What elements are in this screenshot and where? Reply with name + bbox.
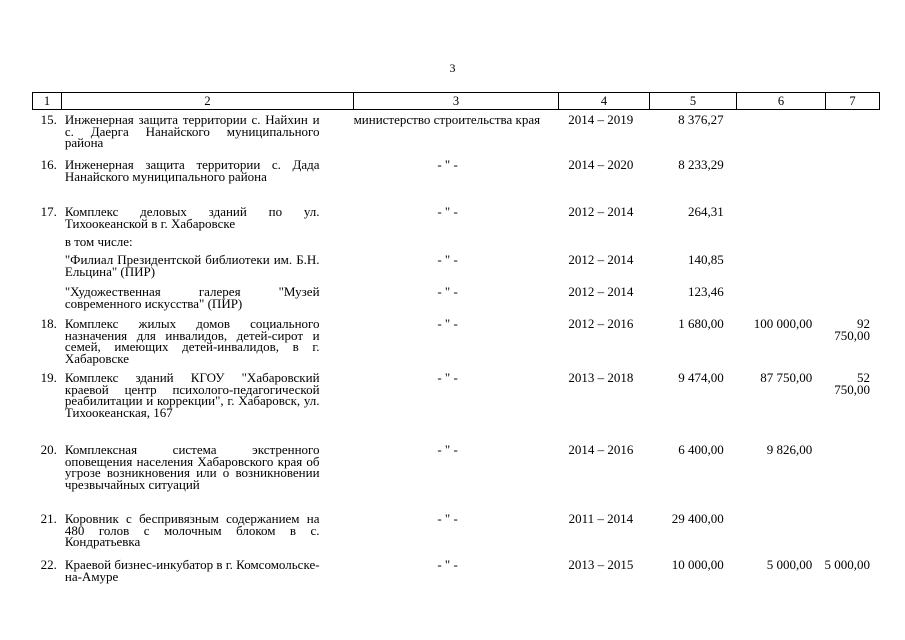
value-col5: 1 680,00	[678, 316, 724, 331]
object-name: Краевой бизнес-инкубатор в г. Комсомольске-на-Амуре	[64, 557, 320, 584]
value-col5: 10 000,00	[671, 557, 724, 572]
value-col5: 29 400,00	[671, 511, 724, 526]
row-number: 22.	[40, 557, 57, 572]
table-row	[32, 286, 880, 318]
object-name: Коровник с беспривязным содержанием на 480 голов с молочным блоком в с. Кондратьевка	[64, 511, 320, 550]
value-col6: 9 826,00	[766, 442, 813, 457]
value-col7	[821, 236, 880, 254]
column-header-5: 5	[650, 93, 737, 109]
period: 2013 – 2015	[568, 557, 634, 572]
column-header-2: 2	[62, 93, 354, 109]
value-col6	[733, 114, 822, 159]
value-col7: 5 000,00	[824, 557, 871, 572]
table-row	[32, 254, 880, 286]
agency: - " -	[437, 252, 458, 267]
value-col5: 123,46	[687, 284, 724, 299]
table-row	[32, 318, 880, 372]
value-col5: 9 474,00	[678, 370, 724, 385]
object-name: Комплекс деловых зданий по ул. Тихоокеанской в г. Хабаровске	[64, 204, 320, 231]
agency: - " -	[437, 511, 458, 526]
value-col5: 8 233,29	[678, 157, 724, 172]
period: 2012 – 2016	[568, 316, 634, 331]
object-name: Комплекс жилых домов социального назначения для инвалидов, детей-сирот и семей, имеющих детей-инвалидов, в г. Хабаровске	[64, 316, 320, 366]
object-name: "Филиал Президентской библиотеки им. Б.Н. Ельцина" (ПИР)	[64, 252, 320, 279]
period: 2012 – 2014	[568, 204, 634, 219]
value-col7	[821, 114, 880, 159]
object-name: в том числе:	[64, 234, 133, 249]
value-col5: 264,31	[687, 204, 724, 219]
value-col7	[821, 206, 880, 236]
value-col6	[733, 254, 822, 286]
table-row	[32, 159, 880, 206]
value-col6	[733, 206, 822, 236]
value-col6	[733, 513, 822, 559]
row-number	[32, 286, 61, 318]
agency: - " -	[437, 557, 458, 572]
period: 2014 – 2016	[568, 442, 634, 457]
period: 2013 – 2018	[568, 370, 634, 385]
value-col6: 87 750,00	[760, 370, 813, 385]
table-body	[32, 114, 880, 589]
row-number: 19.	[40, 370, 57, 385]
value-col6: 5 000,00	[766, 557, 813, 572]
object-name: "Художественная галерея "Музей современного искусства" (ПИР)	[64, 284, 320, 311]
table-row	[32, 513, 880, 559]
column-header-4: 4	[559, 93, 650, 109]
agency: - " -	[437, 204, 458, 219]
agency: - " -	[437, 284, 458, 299]
value-col6	[733, 159, 822, 206]
agency: министерство строительства края	[353, 112, 541, 127]
row-number: 16.	[40, 157, 57, 172]
column-header-1: 1	[33, 93, 62, 109]
column-header-3: 3	[354, 93, 559, 109]
row-number: 17.	[40, 204, 57, 219]
period: 2014 – 2020	[568, 157, 634, 172]
value-col7	[821, 513, 880, 559]
table-row	[32, 444, 880, 513]
column-header-6: 6	[737, 93, 826, 109]
agency: - " -	[437, 442, 458, 457]
value-col6	[733, 286, 822, 318]
table-header	[32, 92, 880, 110]
row-number	[32, 254, 61, 286]
object-name: Комплексная система экстренного оповещения населения Хабаровского края об угрозе возникновения или о возникновении чрезвычайных ситуаций	[64, 442, 320, 492]
value-col6: 100 000,00	[753, 316, 813, 331]
period: 2014 – 2019	[568, 112, 634, 127]
period: 2012 – 2014	[568, 284, 634, 299]
row-number: 21.	[40, 511, 57, 526]
value-col7	[821, 254, 880, 286]
table-row	[32, 372, 880, 444]
value-col7	[821, 444, 880, 513]
row-number: 20.	[40, 442, 57, 457]
object-name: Комплекс зданий КГОУ "Хабаровский краевой центр психолого-педагогической реабилитации и коррекции", г. Хабаровск, ул. Тихоокеанская, 167	[64, 370, 320, 420]
value-col7	[821, 286, 880, 318]
table-row	[32, 559, 880, 589]
table-row	[32, 206, 880, 236]
period: 2012 – 2014	[568, 252, 634, 267]
object-name: Инженерная защита территории с. Дада Нанайского муниципального района	[64, 157, 320, 184]
value-col5: 6 400,00	[678, 442, 724, 457]
value-col5: 140,85	[687, 252, 724, 267]
agency: - " -	[437, 157, 458, 172]
value-col6	[733, 236, 822, 254]
value-col7	[821, 159, 880, 206]
object-name: Инженерная защита территории с. Найхин и с. Даерга Нанайского муниципального района	[64, 112, 320, 151]
value-col7: 92 750,00	[834, 316, 871, 343]
row-number	[32, 236, 61, 254]
agency: - " -	[437, 316, 458, 331]
table-row	[32, 114, 880, 159]
row-number: 18.	[40, 316, 57, 331]
value-col7: 52 750,00	[834, 370, 871, 397]
row-number: 15.	[40, 112, 57, 127]
agency: - " -	[437, 370, 458, 385]
page-number: 3	[449, 61, 456, 75]
period: 2011 – 2014	[568, 511, 634, 526]
value-col5: 8 376,27	[678, 112, 724, 127]
column-header-7: 7	[849, 94, 856, 108]
